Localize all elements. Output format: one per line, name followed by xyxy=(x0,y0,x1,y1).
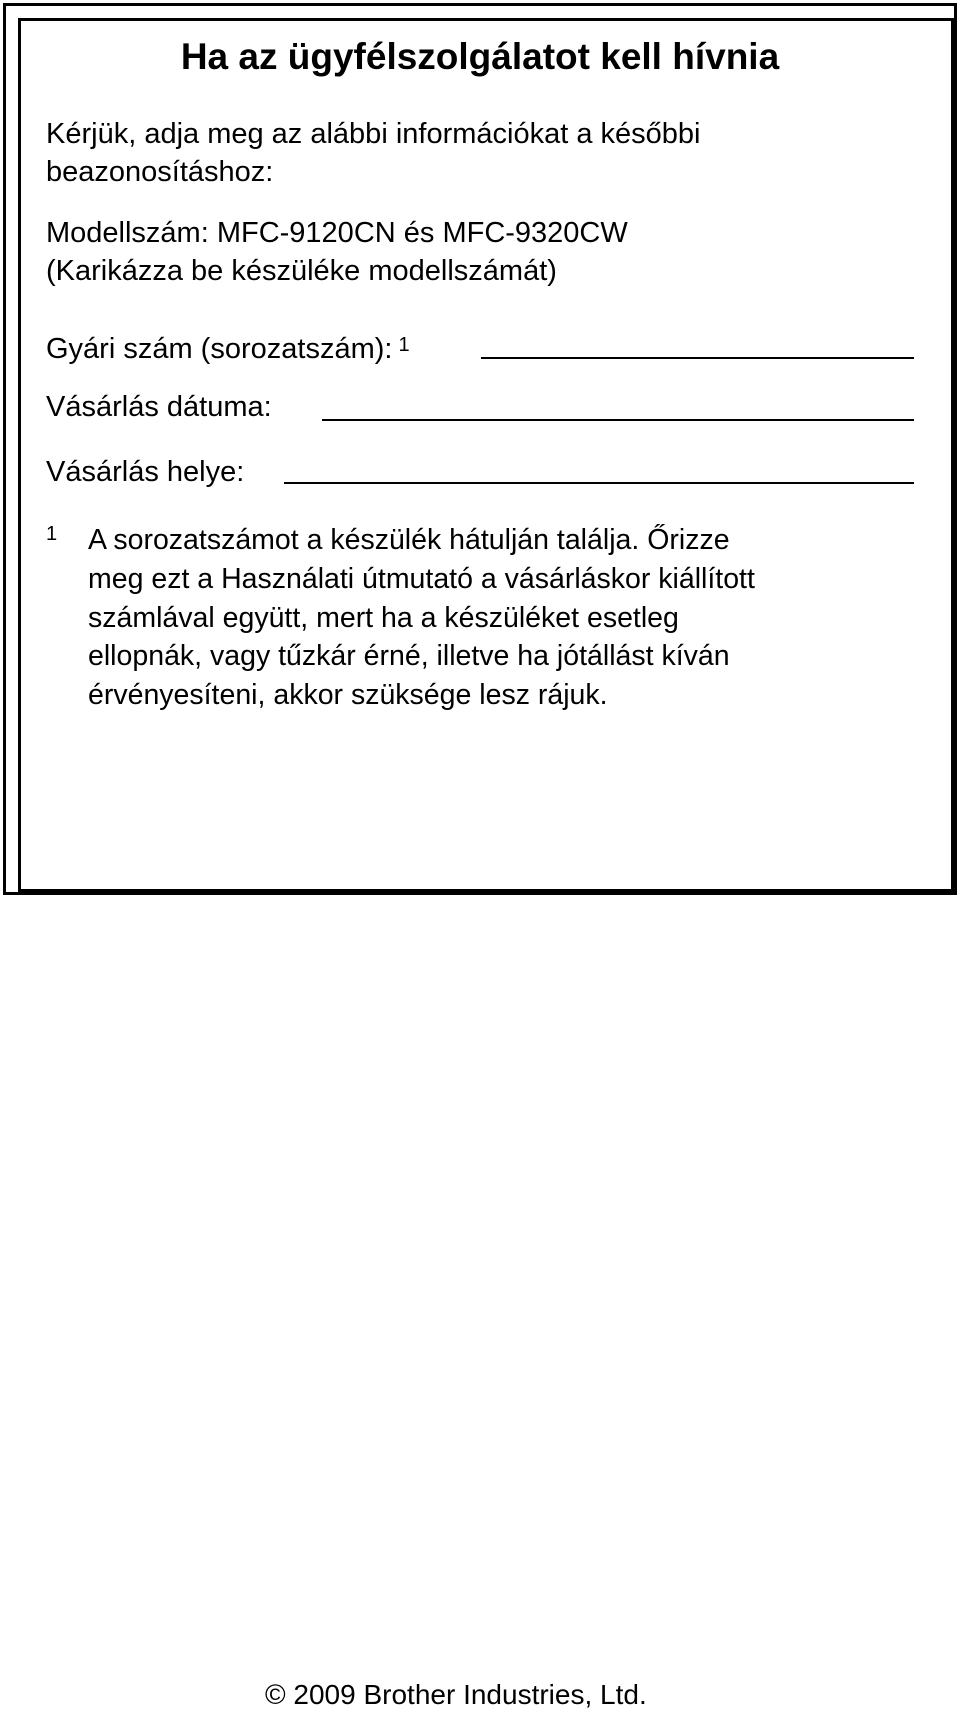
model-line-1: Modellszám: MFC-9120CN és MFC-9320CW xyxy=(46,217,628,249)
copyright-notice: © 2009 Brother Industries, Ltd. xyxy=(265,1679,647,1710)
purchase-place-field xyxy=(46,453,244,491)
footnote-marker: 1 xyxy=(46,523,58,545)
footnote-line: A sorozatszámot a készülék hátulján találja. Őrizze xyxy=(88,524,730,556)
intro-line-2: beazonosításhoz: xyxy=(46,156,274,188)
footnote-line: számlával együtt, mert ha a készüléket esetleg xyxy=(88,601,679,634)
purchase-date-blank[interactable] xyxy=(322,419,914,421)
model-line-2: (Karikázza be készüléke modellszámát) xyxy=(46,255,557,287)
footnote-line: érvényesíteni, akkor szüksége lesz rájuk. xyxy=(88,679,608,712)
page-title: Ha az ügyfélszolgálatot kell hívnia xyxy=(180,36,780,77)
purchase-date-label: Vásárlás dátuma: xyxy=(46,391,272,423)
footnote-line: meg ezt a Használati útmutató a vásárláskor kiállított xyxy=(88,562,755,595)
purchase-place-blank[interactable] xyxy=(284,482,914,484)
serial-number-label: Gyári szám (sorozatszám): xyxy=(46,333,393,365)
footnote-text xyxy=(88,521,948,715)
footnote-line: ellopnák, vagy tűzkár érné, illetve ha jótállást kíván xyxy=(88,640,730,673)
serial-number-blank[interactable] xyxy=(481,357,914,359)
purchase-place-label: Vásárlás helye: xyxy=(46,456,245,488)
purchase-date-field xyxy=(46,388,272,426)
serial-number-field xyxy=(46,330,410,368)
intro-line-1: Kérjük, adja meg az alábbi információkat a későbbi xyxy=(46,118,701,150)
serial-footnote-marker: 1 xyxy=(398,334,410,356)
